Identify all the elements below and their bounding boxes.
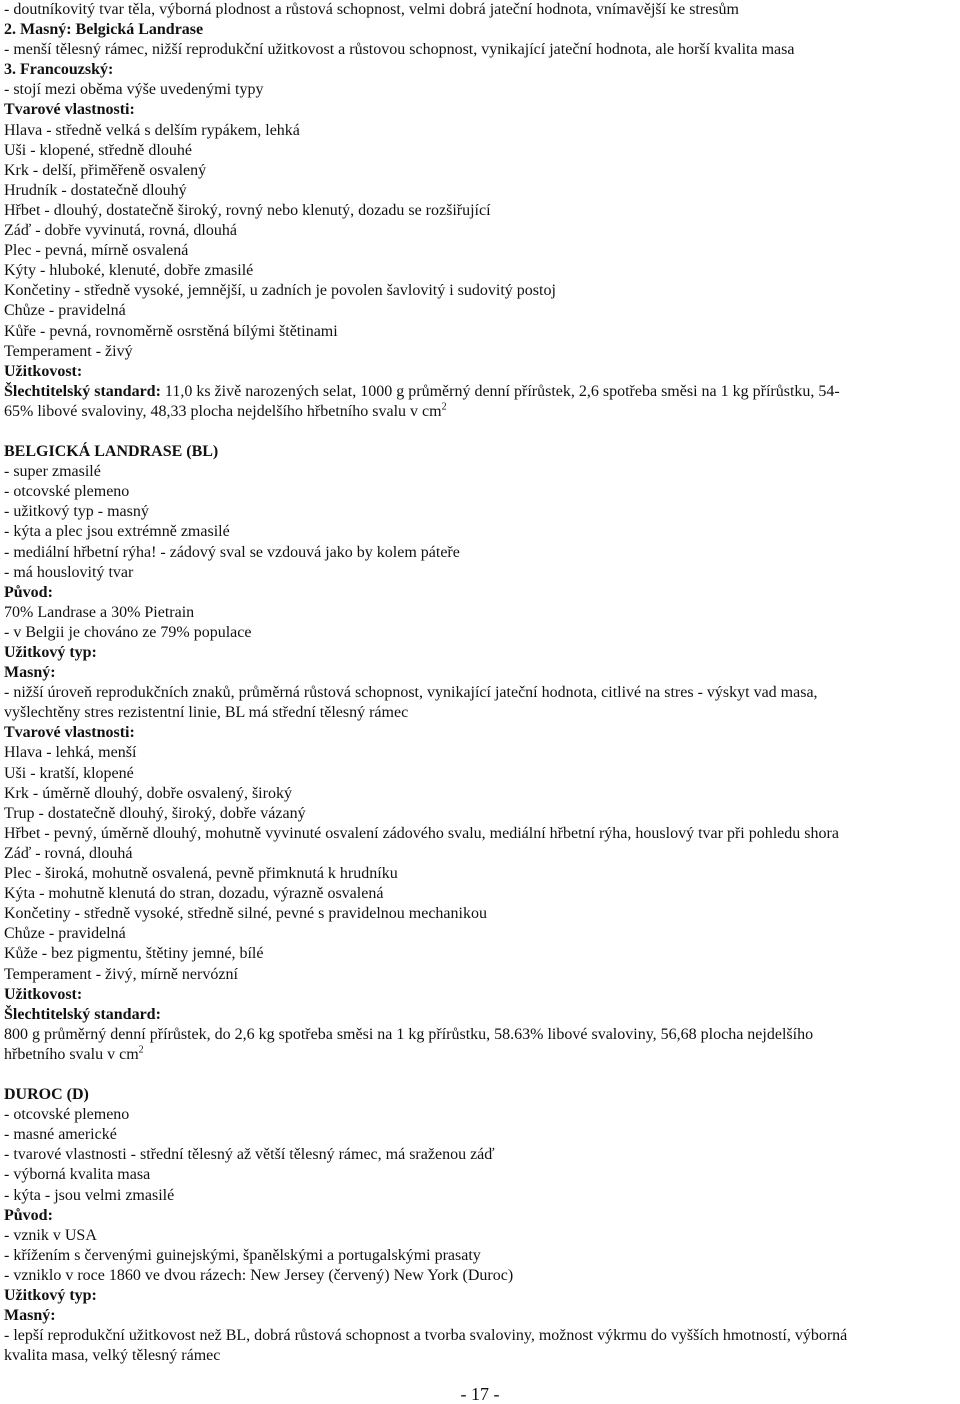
section-belgicka-landrase	[4, 442, 956, 1045]
text-line: vyšlechtěny stres rezistentní linie, BL má střední tělesný rámec	[4, 704, 409, 722]
text-line: Temperament - živý, mírně nervózní	[4, 965, 238, 983]
section-heading: Původ:	[4, 583, 53, 601]
text-line: Plec - široká, mohutně osvalená, pevně přimknutá k hrudníku	[4, 865, 398, 883]
text-line: Chůze - pravidelná	[4, 302, 126, 320]
text-line: - otcovské plemeno	[4, 483, 130, 501]
section-heading: Užitkovost:	[4, 985, 83, 1003]
section-heading: Tvarové vlastnosti:	[4, 724, 135, 742]
breeding-standard-label: Šlechtitelský standard:	[4, 382, 161, 400]
text-line: Končetiny - středně vysoké, středně silné, pevné s pravidelnou mechanikou	[4, 905, 487, 923]
text-line: - v Belgii je chováno ze 79% populace	[4, 623, 252, 641]
text-line: Záď - rovná, dlouhá	[4, 844, 133, 862]
breeding-standard-line-1	[4, 382, 956, 402]
text-line: Krk - delší, přiměřeně osvalený	[4, 161, 207, 179]
section-heading: Původ:	[4, 1206, 53, 1224]
text-line: - křížením s červenými guinejskými, španělskými a portugalskými prasaty	[4, 1246, 481, 1264]
section-heading: 2. Masný: Belgická Landrase	[4, 21, 204, 39]
text-line: - super zmasilé	[4, 463, 101, 481]
text-line: Hřbet - dlouhý, dostatečně široký, rovný nebo klenutý, dozadu se rozšiřující	[4, 201, 491, 219]
section-francouzsky-typ	[4, 0, 956, 382]
text-line: - má houslovitý tvar	[4, 563, 134, 581]
text-line: - menší tělesný rámec, nižší reprodukční užitkovost a růstovou schopnost, vynikající jateční hodnota, ale horší kvalita masa	[4, 41, 795, 59]
text-line: 800 g průměrný denní přírůstek, do 2,6 kg spotřeba směsi na 1 kg přírůstku, 58.63% libové svaloviny, 56,68 plocha nejdelšího	[4, 1025, 814, 1043]
text-line: Uši - klopené, středně dlouhé	[4, 141, 192, 159]
section-heading: Masný:	[4, 1307, 56, 1325]
section-heading: Užitkový typ:	[4, 1287, 97, 1304]
section-duroc	[4, 1085, 956, 1366]
breeding-standard-text-2: 65% libové svaloviny, 48,33 plocha nejdelšího hřbetního svalu v cm	[4, 402, 442, 420]
section-heading: 3. Francouzský:	[4, 61, 114, 79]
text-line: - výborná kvalita masa	[4, 1166, 151, 1184]
spacer	[4, 422, 956, 442]
breeding-standard-line-2	[4, 402, 956, 422]
section-heading: Tvarové vlastnosti:	[4, 101, 135, 119]
text-line: Hřbet - pevný, úměrně dlouhý, mohutně vyvinuté osvalení zádového svalu, mediální hřbetní rýha, houslový tvar při pohledu shora	[4, 824, 839, 842]
text-line: - mediální hřbetní rýha! - zádový sval se vzdouvá jako by kolem páteře	[4, 543, 460, 561]
page-number: - 17 -	[460, 1384, 500, 1404]
text-line: Chůze - pravidelná	[4, 925, 126, 943]
text-line: Hlava - středně velká s delším rypákem, lehká	[4, 121, 300, 139]
text-line: - užitkový typ - masný	[4, 503, 149, 521]
text-line: kvalita masa, velký tělesný rámec	[4, 1347, 221, 1365]
text-line: - doutníkovitý tvar těla, výborná plodnost a růstová schopnost, velmi dobrá jateční hodnota, vnímavější ke stresům	[4, 1, 739, 18]
text-line: Trup - dostatečně dlouhý, široký, dobře vázaný	[4, 804, 306, 822]
text-line: - tvarové vlastnosti - střední tělesný až větší tělesný rámec, má sraženou záď	[4, 1146, 495, 1164]
superscript: 2	[441, 401, 447, 413]
section-heading: Šlechtitelský standard:	[4, 1005, 161, 1023]
section-heading: DUROC (D)	[4, 1086, 89, 1104]
text-line: Plec - pevná, mírně osvalená	[4, 242, 189, 260]
text-line: Kýty - hluboké, klenuté, dobře zmasilé	[4, 262, 254, 280]
text-line: 70% Landrase a 30% Pietrain	[4, 603, 195, 621]
text-line: Záď - dobře vyvinutá, rovná, dlouhá	[4, 222, 237, 240]
text-line: Temperament - živý	[4, 342, 133, 360]
breeding-standard-text-1: 11,0 ks živě narozených selat, 1000 g průměrný denní přírůstek, 2,6 spotřeba směsi na 1 kg přírůstku, 54-	[160, 382, 840, 400]
document-body	[4, 0, 956, 1366]
text-line: - nižší úroveň reprodukčních znaků, průměrná růstová schopnost, vynikající jateční hodnota, citlivé na stres - výskyt vad masa,	[4, 684, 818, 702]
text-line: - otcovské plemeno	[4, 1106, 130, 1124]
text-line: Hrudník - dostatečně dlouhý	[4, 181, 187, 199]
section-heading: Užitkovost:	[4, 362, 83, 380]
text-line: Hlava - lehká, menší	[4, 744, 137, 762]
text-line: Uši - kratší, klopené	[4, 764, 134, 782]
breeding-standard-line-bl	[4, 1045, 956, 1065]
section-heading: BELGICKÁ LANDRASE (BL)	[4, 443, 219, 461]
text-line: - vznik v USA	[4, 1226, 97, 1244]
text-line: Krk - úměrně dlouhý, dobře osvalený, široký	[4, 784, 292, 802]
text-line: Končetiny - středně vysoké, jemnější, u zadních je povolen šavlovitý i sudovitý postoj	[4, 282, 556, 300]
text-line: - lepší reprodukční užitkovost než BL, dobrá růstová schopnost a tvorba svaloviny, možnost výkrmu do vyšších hmotností, výborná	[4, 1327, 848, 1345]
text-line: - masné americké	[4, 1126, 117, 1144]
text-line: Kůže - bez pigmentu, štětiny jemné, bílé	[4, 945, 264, 963]
text-line: - stojí mezi oběma výše uvedenými typy	[4, 81, 264, 99]
spacer	[4, 1065, 956, 1085]
text-line: Kůře - pevná, rovnoměrně osrstěná bílými štětinami	[4, 322, 338, 340]
text-line: - kýta - jsou velmi zmasilé	[4, 1186, 175, 1204]
breeding-standard-text-bl: hřbetního svalu v cm	[4, 1045, 139, 1063]
text-line: Kýta - mohutně klenutá do stran, dozadu, výrazně osvalená	[4, 885, 384, 903]
section-heading: Masný:	[4, 664, 56, 682]
text-line: - kýta a plec jsou extrémně zmasilé	[4, 523, 230, 541]
section-heading: Užitkový typ:	[4, 644, 97, 661]
text-line: - vzniklo v roce 1860 ve dvou rázech: New Jersey (červený) New York (Duroc)	[4, 1266, 514, 1284]
superscript: 2	[138, 1044, 144, 1056]
